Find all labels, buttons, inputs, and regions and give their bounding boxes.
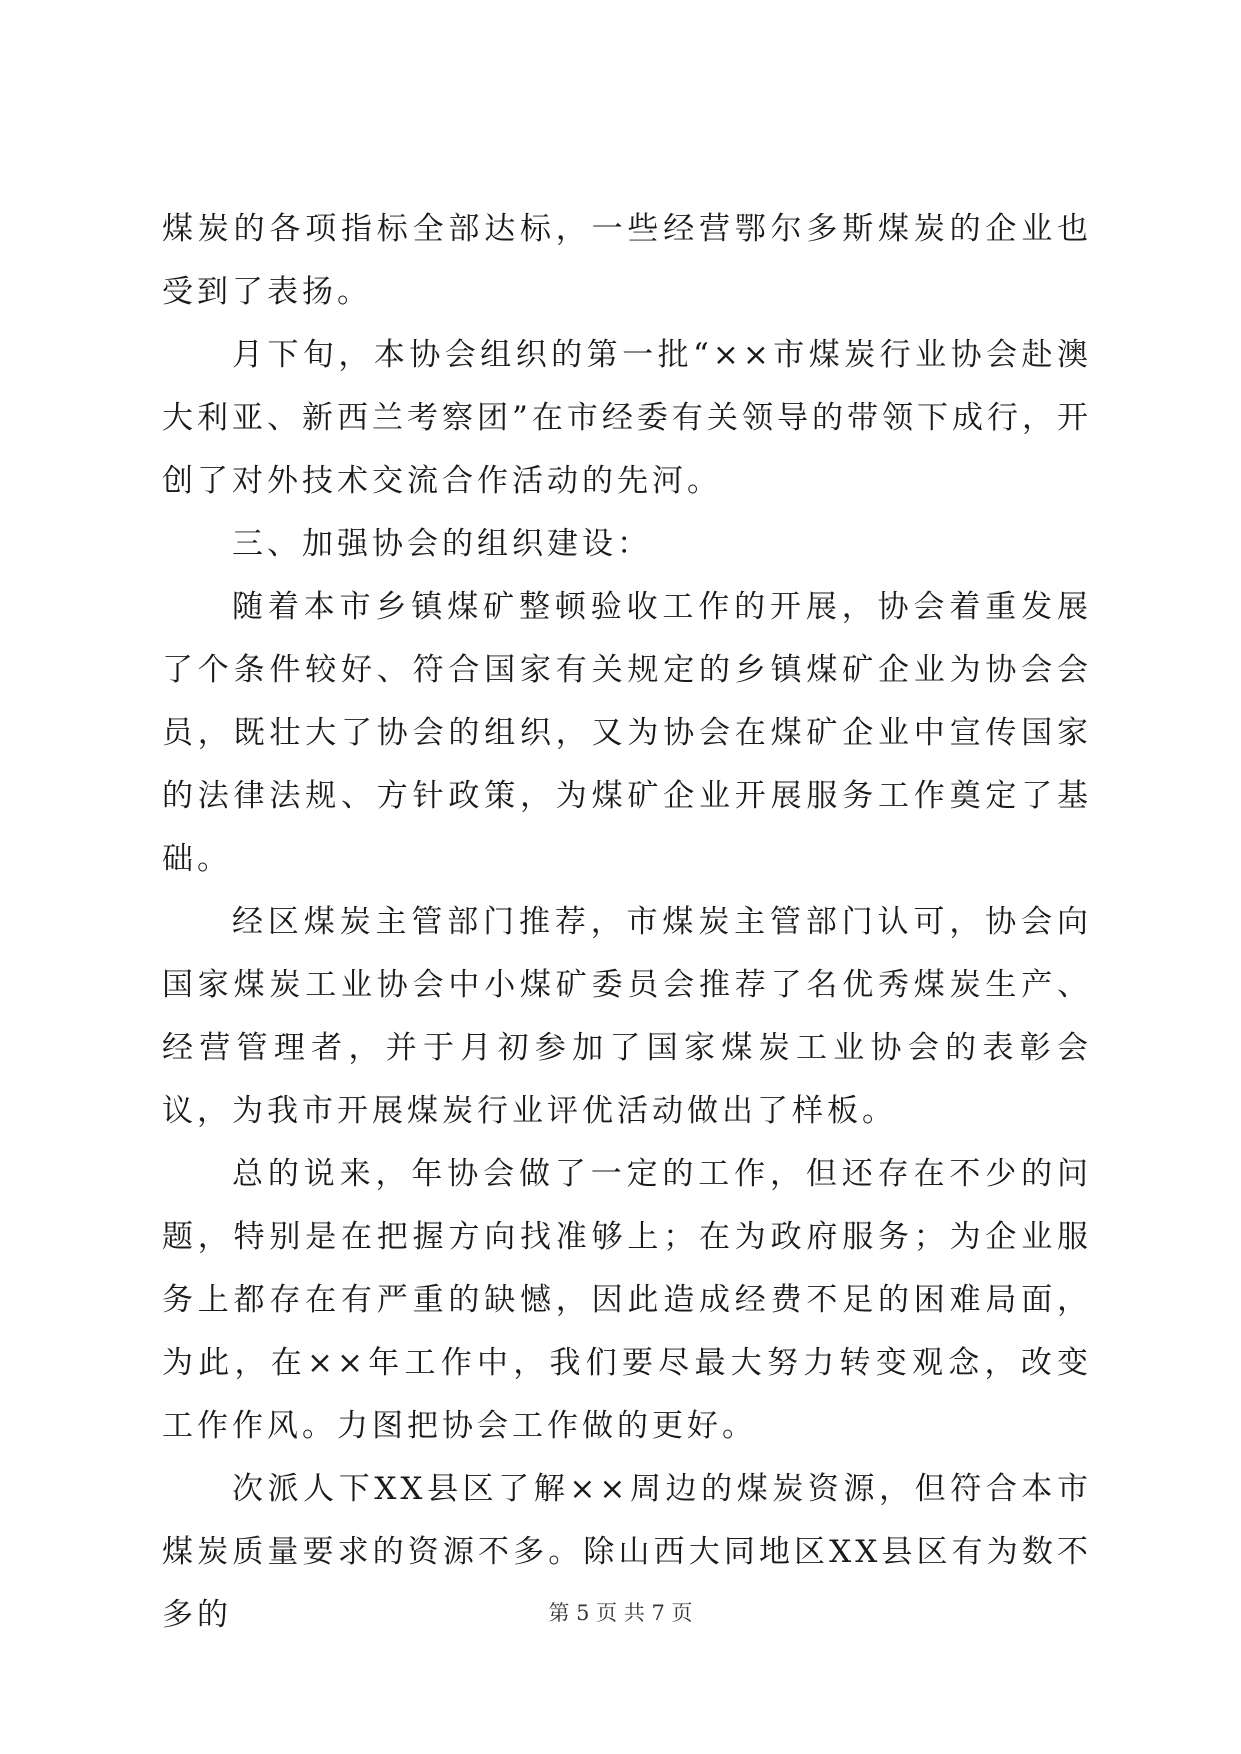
paragraph-recommendation: 经区煤炭主管部门推荐，市煤炭主管部门认可，协会向国家煤炭工业协会中小煤矿委员会推荐了名优秀煤炭生产、经营管理者，并于月初参加了国家煤炭工业协会的表彰会议，为我市开展煤炭行业评优活动做出了样板。 (162, 904, 1092, 1129)
paragraph-resources: 次派人下XX县区了解××周边的煤炭资源，但符合本市煤炭质量要求的资源不多。除山西大同地区XX县区有为数不多的 (162, 1471, 1092, 1633)
paragraph-inspection-trip: 月下旬，本协会组织的第一批“××市煤炭行业协会赴澳大利亚、新西兰考察团”在市经委有关领导的带领下成行，开创了对外技术交流合作活动的先河。 (162, 337, 1092, 499)
paragraph-summary: 总的说来，年协会做了一定的工作，但还存在不少的问题，特别是在把握方向找准够上；在为政府服务；为企业服务上都存在有严重的缺憾，因此造成经费不足的困难局面，为此，在××年工作中，我们要尽最大努力转变观念，改变工作作风。力图把协会工作做的更好。 (162, 1156, 1092, 1444)
page-number-footer: 第 5 页 共 7 页 (548, 1601, 693, 1625)
section-heading-organization: 三、加强协会的组织建设： (232, 526, 652, 562)
paragraph-membership: 随着本市乡镇煤矿整顿验收工作的开展，协会着重发展了个条件较好、符合国家有关规定的乡镇煤矿企业为协会会员，既壮大了协会的组织，又为协会在煤矿企业中宣传国家的法律法规、方针政策，为煤矿企业开展服务工作奠定了基础。 (162, 589, 1092, 877)
paragraph-continuation: 煤炭的各项指标全部达标，一些经营鄂尔多斯煤炭的企业也受到了表扬。 (162, 211, 1092, 310)
document-body (162, 198, 1092, 1647)
